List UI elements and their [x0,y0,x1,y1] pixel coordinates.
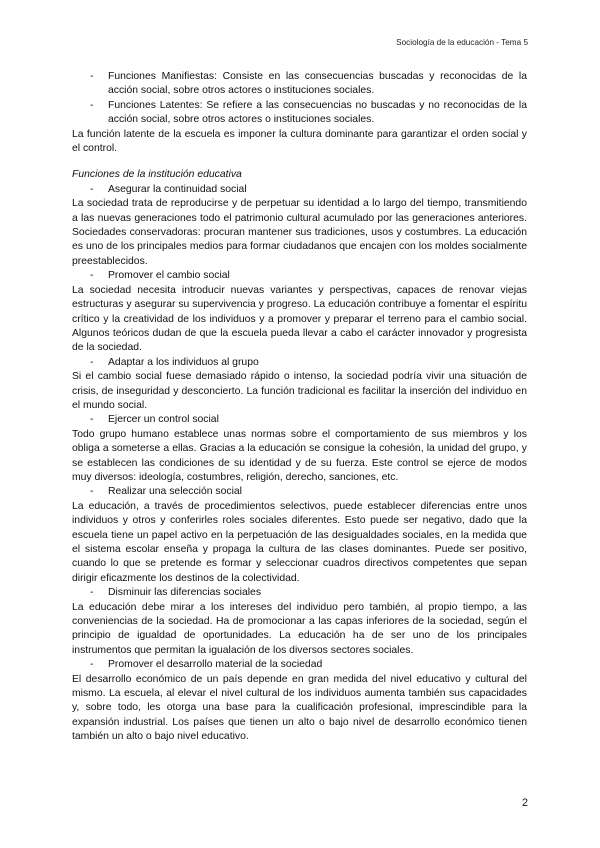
section-heading: Funciones de la institución educativa [72,169,242,181]
function-title-text: Promover el cambio social [108,270,230,282]
function-paragraph: La educación debe mirar a los intereses del individuo pero también, al propio tiempo, a las conveniencias de la sociedad. Ha de promocionar a las capas inferiores de la sociedad, según el principio de igualdad de oportunidades. La educación ha de ser uno de los principales instrumentos que permitan la igualación de los diversos sectores sociales. [72,601,527,656]
function-paragraph: La sociedad trata de reproducirse y de perpetuar su identidad a lo largo del tiempo, transmitiendo a las nuevas generaciones todo el patrimonio cultural acumulado por las generaciones anteriores. Sociedades conservadoras: procuran mantener sus tradiciones, usos y costumbres. La educación es uno de los principales medios para formar ciudadanos que encajen con los moldes socialmente preestablecidos. [72,198,527,267]
function-title [72,356,527,370]
running-header: Sociología de la educación - Tema 5 [396,38,528,47]
function-paragraph: La sociedad necesita introducir nuevas variantes y perspectivas, capaces de renovar viejas estructuras y asegurar su supervivencia y progreso. La educación contribuye a fomentar el espíritu crítico y la creatividad de los individuos y a promover y preparar el terreno para el cambio social. Algunos teóricos dudan de que la escuela pueda llevar a cabo el carácter innovador y progresista de la sociedad. [72,284,527,354]
function-paragraph: Si el cambio social fuese demasiado rápido o intenso, la sociedad podría vivir una situación de crisis, de inseguridad y desconcierto. La función tradicional es facilitar la inserción del individuo en el mundo social. [72,371,527,411]
function-title-text: Asegurar la continuidad social [108,183,247,195]
function-paragraph: Todo grupo humano establece unas normas sobre el comportamiento de sus miembros y los obliga a someterse a ellas. Gracias a la educación se consigue la cohesión, la unidad del grupo, y se establecen las condiciones de su identidad y de su fuerza. Este control se ejerce de modos muy diversos: ideología, costumbres, religión, derecho, sanciones, etc. [72,428,527,483]
bullet-functions-manifest [72,70,527,99]
function-title [72,658,527,672]
function-paragraph: El desarrollo económico de un país depende en gran medida del nivel educativo y cultural del mismo. La escuela, al elevar el nivel cultural de los individuos aumenta también sus capacidades y, sobre todo, les otorga una base para la cualificación profesional, imprescindible para la expansión industrial. Los países que tienen un alto o bajo nivel de desarrollo económico tienen también un alto o bajo nivel educativo. [72,673,527,743]
function-title-text: Realizar una selección social [108,486,242,498]
function-paragraph: La educación, a través de procedimientos selectivos, puede establecer diferencias entre unos individuos y otros y conferirles roles sociales diferentes. Esto puede ser negativo, dado que la escuela tiene un papel activo en la perpetuación de las desigualdades sociales, en la medida que el sistema escolar enseña y propaga la cultura de las clases dominantes. Puede ser positivo, cuando lo que se pretende es formar y seleccionar cuadros directivos competentes que sepan dirigir eficazmente los destinos de la colectividad. [72,500,527,584]
bullet-dash: - [90,486,94,498]
intro-paragraph: La función latente de la escuela es imponer la cultura dominante para garantizar el orden social y el control. [72,128,527,155]
bullet-dash: - [90,183,94,195]
function-title-text: Adaptar a los individuos al grupo [108,356,259,368]
bullet-text: Funciones Latentes: Se refiere a las consecuencias no buscadas y no reconocidas de la acción social, sobre otros actores o instituciones sociales. [108,99,527,126]
page-content [72,70,527,745]
function-title-text: Ejercer un control social [108,414,219,426]
bullet-functions-latent [72,99,527,128]
bullet-dash: - [90,99,94,111]
function-title [72,413,527,427]
function-title [72,269,527,283]
bullet-dash: - [90,356,94,368]
function-title [72,586,527,600]
function-title-text: Disminuir las diferencias sociales [108,587,262,599]
bullet-text: Funciones Manifiestas: Consiste en las consecuencias buscadas y reconocidas de la acción social, sobre otros actores o instituciones sociales. [108,71,527,97]
page-number: 2 [521,797,528,809]
function-title-text: Promover el desarrollo material de la sociedad [108,659,323,671]
bullet-dash: - [90,71,94,82]
bullet-dash: - [90,270,94,282]
function-title [72,485,527,499]
bullet-dash: - [90,587,94,599]
function-title [72,183,527,197]
bullet-dash: - [90,414,94,426]
bullet-dash: - [90,659,94,671]
